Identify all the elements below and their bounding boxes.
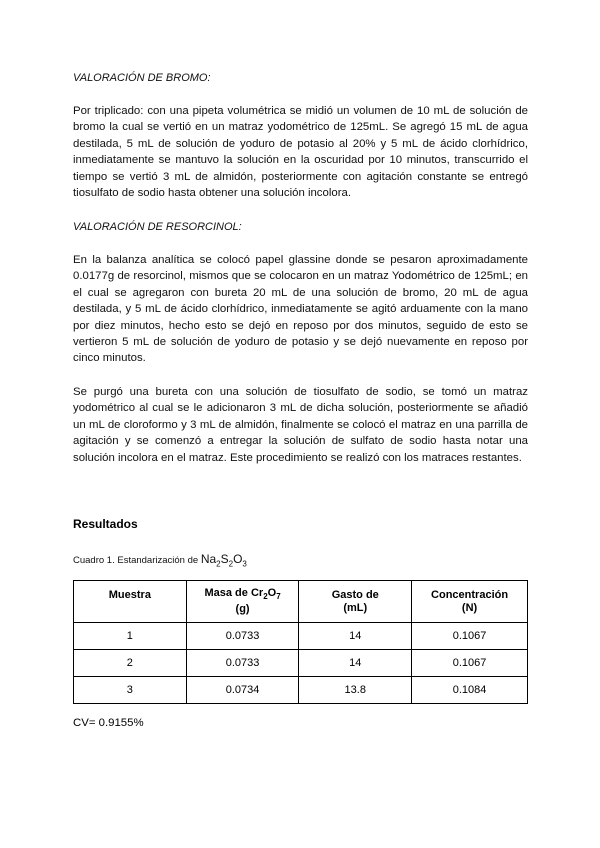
- header-gasto: Gasto de (mL): [299, 581, 412, 623]
- standardization-table: [73, 580, 528, 704]
- table-row: [74, 650, 528, 677]
- paragraph-resorcinol-2: Se purgó una bureta con una solución de tiosulfato de sodio, se tomó un matraz yodométrico al cual se le adicionaron 3 mL de dicha solución, posteriormente se añadió un mL de cloroformo y 3 mL de almidón, finalmente se colocó el matraz en una parrilla de agitación y se comenzó a entregar la solución de sulfato de sodio hasta notar una solución incolora en el matraz. Este procedimiento se realizó con los matraces restantes.: [73, 386, 528, 464]
- cell-muestra: 2: [74, 650, 187, 677]
- results-heading: Resultados: [73, 517, 138, 531]
- paragraph-resorcinol-1: En la balanza analítica se colocó papel glassine donde se pesaron aproximadamente 0.0177g de resorcinol, mismos que se colocaron en un matraz Yodométrico de 125mL; en el cual se agregaron con bureta 20 mL de una solución de bromo, 20 mL de agua destilada, y 5 mL de ácido clorhídrico, inmediatamente se agitó arduamente con la mano por diez minutos, hecho esto se dejó en reposo por dos minutos, seguido de esto se vertieron 5 mL de solución de yoduro de potasio y se dejó nuevamente en reposo por cinco minutos.: [73, 254, 528, 365]
- cell-concentracion: 0.1084: [412, 677, 528, 704]
- cv-value: CV= 0.9155%: [73, 717, 144, 729]
- cell-masa: 0.0733: [186, 623, 299, 650]
- cell-gasto: 14: [299, 623, 412, 650]
- table-row: [74, 677, 528, 704]
- table-caption: [73, 552, 247, 568]
- cell-masa: 0.0734: [186, 677, 299, 704]
- table-header-row: [74, 581, 528, 623]
- cell-muestra: 1: [74, 623, 187, 650]
- cell-muestra: 3: [74, 677, 187, 704]
- caption-formula: $Na_2S_2O_3$: [200, 552, 247, 569]
- cell-gasto: 14: [299, 650, 412, 677]
- header-masa: Masa de $Cr_2O_7$ (g): [186, 581, 299, 623]
- caption-text: Cuadro 1. Estandarización de: [73, 555, 201, 566]
- table-row: [74, 623, 528, 650]
- cell-masa: 0.0733: [186, 650, 299, 677]
- header-muestra: Muestra: [74, 581, 187, 623]
- section-title-bromo: VALORACIÓN DE BROMO:: [73, 72, 211, 84]
- cell-concentracion: 0.1067: [412, 623, 528, 650]
- header-concentracion: Concentración (N): [412, 581, 528, 623]
- section-title-resorcinol: VALORACIÓN DE RESORCINOL:: [73, 221, 242, 233]
- paragraph-bromo: Por triplicado: con una pipeta volumétrica se midió un volumen de 10 mL de solución de bromo la cual se vertió en un matraz yodométrico de 125mL. Se agregó 15 mL de agua destilada, 5 mL de solución de yoduro de potasio al 20% y 5 mL de ácido clorhídrico, inmediatamente se mantuvo la solución en la oscuridad por 10 minutos, transcurrido el tiempo se vertió 3 mL de almidón, posteriormente con agitación constante se entregó tiosulfato de sodio hasta obtener una solución incolora.: [73, 105, 528, 200]
- cell-gasto: 13.8: [299, 677, 412, 704]
- cell-concentracion: 0.1067: [412, 650, 528, 677]
